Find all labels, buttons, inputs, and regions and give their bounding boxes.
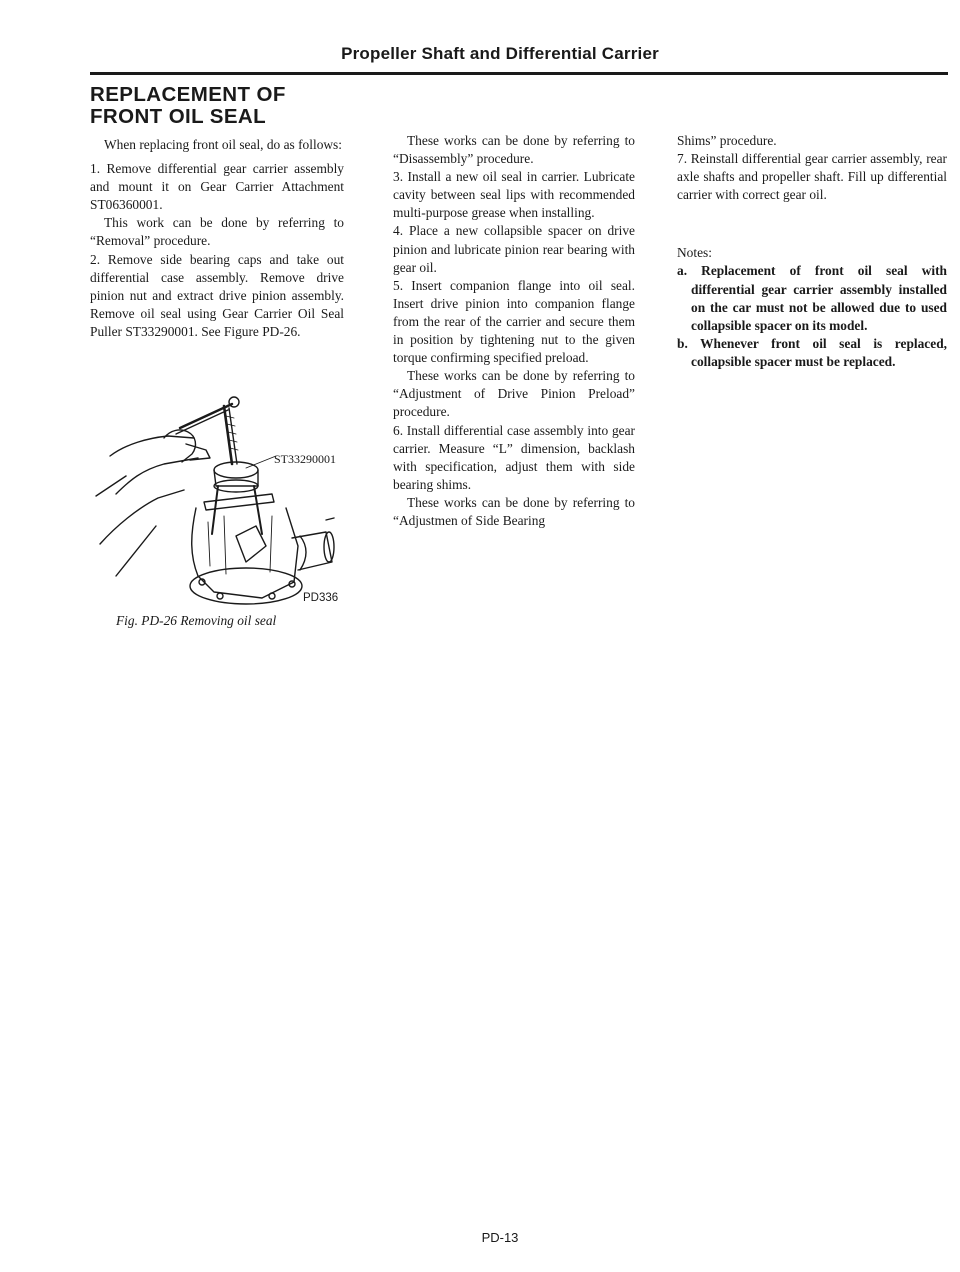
note-b: b. Whenever front oil seal is replaced, collapsible spacer must be replaced. — [677, 335, 947, 369]
step-1-note: This work can be done by referring to “Removal” procedure. — [90, 215, 344, 249]
section-heading-line-2: FRONT OIL SEAL — [90, 105, 267, 128]
step-1: 1. Remove differential gear carrier assembly and mount it on Gear Carrier Attachment ST06360001. — [90, 161, 344, 213]
intro-paragraph: When replacing front oil seal, do as follows: — [104, 137, 342, 152]
step-5: 5. Insert companion flange into oil seal. Insert drive pinion into companion flange from the rear of the carrier and secure them in position by tightening nut to the given torque confirming specified preload. — [393, 277, 635, 366]
step-2: 2. Remove side bearing caps and take out differential case assembly. Remove drive pinion nut and extract drive pinion assembly. Remove oil seal using Gear Carrier Oil Seal Puller ST33290001. See Figure PD-26. — [90, 251, 344, 339]
continued-text: Shims” procedure. — [677, 133, 777, 148]
figure-caption: Fig. PD-26 Removing oil seal — [116, 613, 277, 628]
figure-code: PD336 — [303, 592, 339, 604]
section-heading-line-1: REPLACEMENT OF — [90, 83, 286, 106]
step-7: 7. Reinstall differential gear carrier assembly, rear axle shafts and propeller shaft. Fill up differential carrier with correct gear oil. — [677, 151, 947, 203]
notes-label: Notes: — [677, 245, 712, 261]
note-a: a. Replacement of front oil seal with differential gear carrier assembly installed on the car must not be allowed due to used collapsible spacer on its model. — [677, 263, 947, 333]
oil-seal-puller-illustration — [86, 386, 348, 616]
note-side-bearing: These works can be done by referring to “Adjustmen of Side Bearing — [393, 494, 635, 528]
note-disassembly: These works can be done by referring to “Disassembly” procedure. — [393, 133, 635, 167]
page-header-title: Propeller Shaft and Differential Carrier — [341, 44, 659, 63]
section-heading — [90, 84, 350, 128]
column-1 — [90, 136, 344, 341]
figure-callout-tool-number: ST33290001 — [274, 452, 337, 466]
column-2 — [393, 132, 635, 530]
page-number: PD-13 — [481, 1230, 519, 1245]
step-4: 4. Place a new collapsible spacer on drive pinion and lubricate pinion rear bearing with gear oil. — [393, 223, 635, 275]
column-3 — [677, 132, 947, 371]
step-6: 6. Install differential case assembly into gear carrier. Measure “L” dimension, backlash with specification, adjust them with side bearing shims. — [393, 422, 635, 492]
header-rule — [90, 72, 948, 75]
note-drive-pinion-preload: These works can be done by referring to “Adjustment of Drive Pinion Preload” procedure. — [393, 368, 635, 420]
step-3: 3. Install a new oil seal in carrier. Lubricate cavity between seal lips with recommended multi-purpose grease when installing. — [393, 169, 635, 221]
